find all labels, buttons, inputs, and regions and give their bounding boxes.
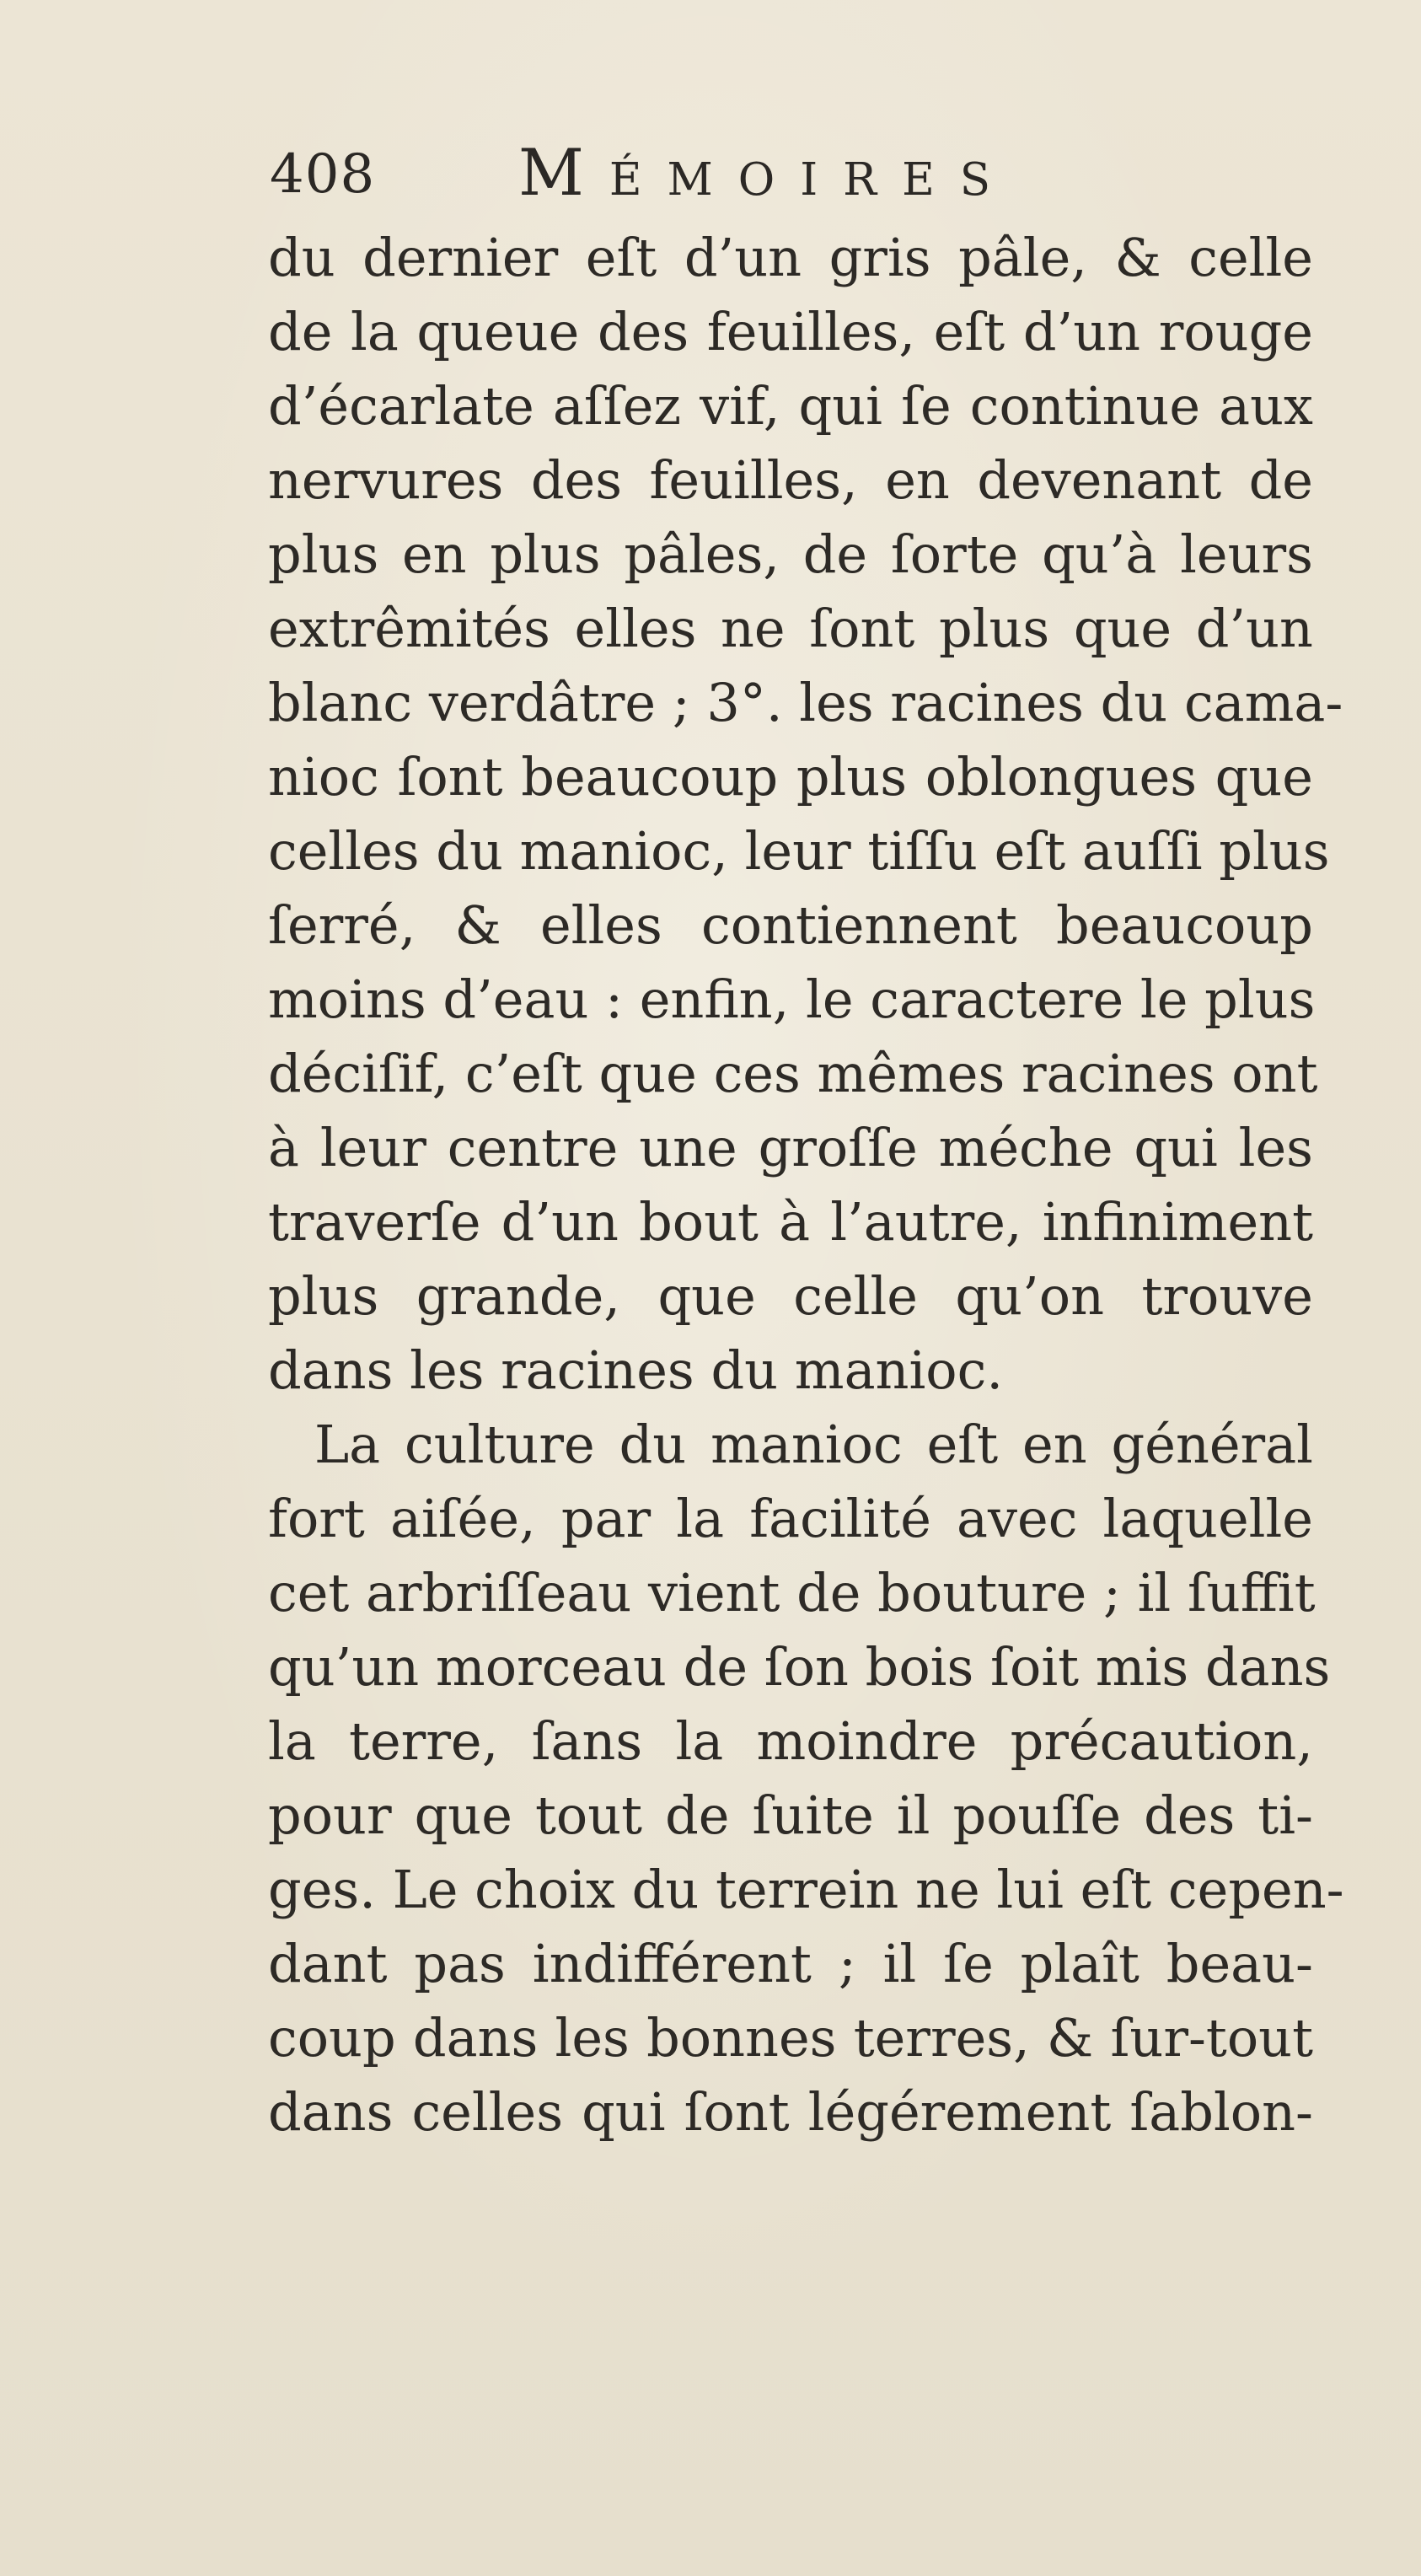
text-line: traverſe d’un bout à l’autre, infiniment [268, 1191, 1313, 1253]
page-header [270, 126, 1197, 219]
text-line: nioc ſont beaucoup plus oblongues que [268, 746, 1313, 808]
text-line: dant pas indifférent ; il ſe plaît beau- [268, 1933, 1313, 1994]
text-line: dans les racines du manioc. [268, 1339, 1004, 1401]
text-line: pour que tout de ſuite il pouſſe des ti- [268, 1784, 1313, 1846]
text-line: ges. Le choix du terrein ne lui eſt cepen- [268, 1859, 1344, 1920]
body-text [268, 221, 1344, 2149]
text-line: coup dans les bonnes terres, & ſur-tout [268, 2007, 1313, 2069]
text-line: la terre, ſans la moindre précaution, [268, 1710, 1313, 1772]
text-line: fort aiſée, par la facilité avec laquelle [268, 1488, 1313, 1549]
text-line: plus grande, que celle qu’on trouve [268, 1265, 1313, 1327]
paragraph [268, 221, 1343, 1408]
text-line: moins d’eau : enfin, le caractere le plus [268, 969, 1316, 1030]
text-line: à leur centre une groſſe méche qui les [268, 1117, 1313, 1178]
text-line: plus en plus pâles, de ſorte qu’à leurs [268, 523, 1313, 585]
text-line: ſerré, & elles contiennent beaucoup [268, 894, 1313, 956]
text-line: qu’un morceau de ſon bois ſoit mis dans [268, 1636, 1331, 1698]
text-line: La culture du manioc eſt en général [314, 1414, 1313, 1475]
page-number: 408 [270, 143, 376, 206]
text-line: nervures des feuilles, en devenant de [268, 449, 1313, 511]
text-line: blanc verdâtre ; 3°. les racines du cama- [268, 672, 1343, 733]
text-line: cet arbriſſeau vient de bouture ; il ſuffit [268, 1562, 1316, 1623]
text-line: de la queue des feuilles, eſt d’un rouge [268, 301, 1313, 362]
running-title: Mémoires [518, 135, 1016, 210]
paragraph [268, 1408, 1344, 2149]
text-line: déciſif, c’eſt que ces mêmes racines ont [268, 1043, 1318, 1104]
text-line: extrêmités elles ne ſont plus que d’un [268, 598, 1313, 659]
text-line: celles du manioc, leur tiſſu eſt auſſi plus [268, 820, 1330, 882]
text-line: du dernier eſt d’un gris pâle, & celle [268, 227, 1313, 288]
text-line: d’écarlate aſſez vif, qui ſe continue aux [268, 375, 1313, 437]
text-line: dans celles qui ſont légérement ſablon- [268, 2081, 1313, 2143]
